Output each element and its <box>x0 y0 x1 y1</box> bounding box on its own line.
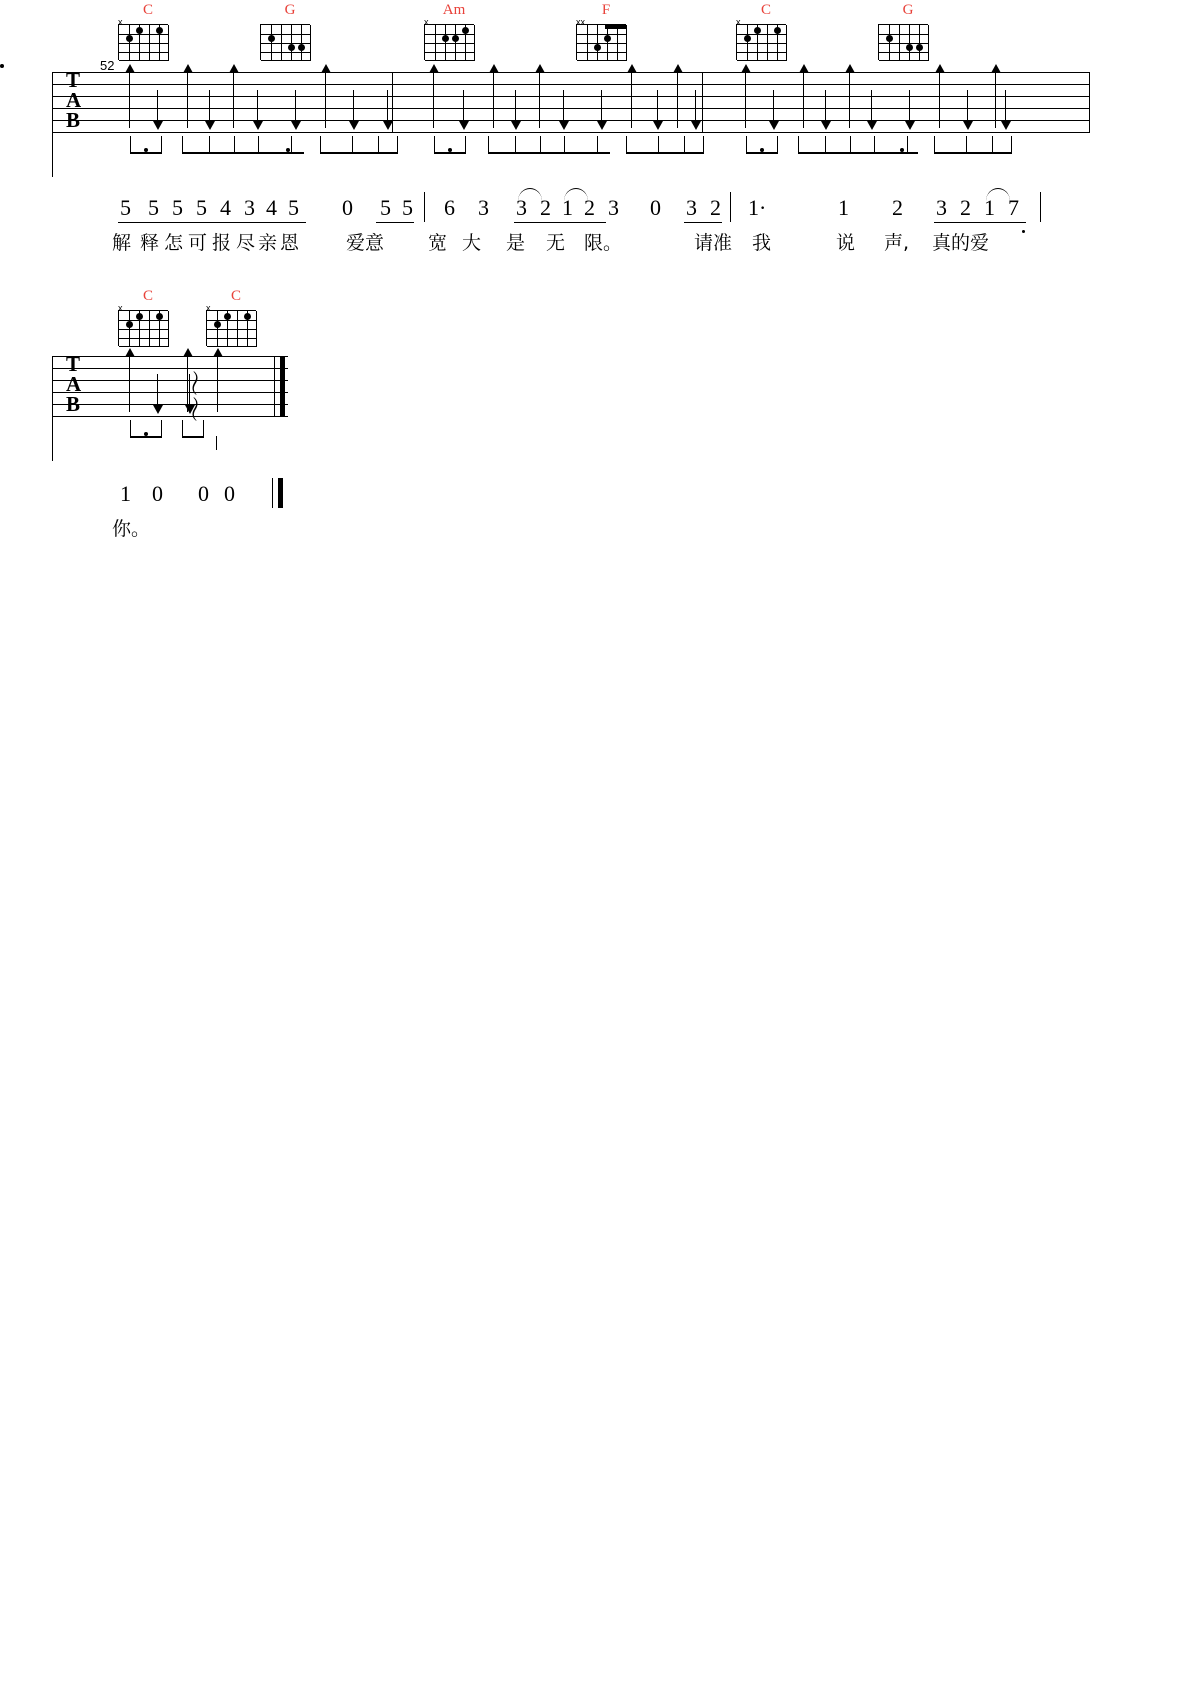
lyric-syllable: 我 <box>752 232 772 254</box>
note-number: 5 <box>148 195 159 220</box>
finger-dot <box>156 313 163 320</box>
fretboard-grid <box>576 24 626 60</box>
strum-up-arrow <box>320 64 332 86</box>
chord-diagram-c-1 <box>112 2 176 62</box>
note-number: 3 <box>244 195 255 220</box>
lyric-syllable: 释 <box>140 232 160 254</box>
tab-letter-t: T <box>66 68 81 92</box>
strum-down-arrow <box>204 90 216 130</box>
lyric-syllable: 尽 <box>236 232 256 254</box>
strum-up-arrow <box>672 64 684 86</box>
note-number: 2 <box>960 195 971 220</box>
chord-label: G <box>902 2 914 18</box>
strum-down-arrow <box>510 90 522 130</box>
chord-label: C <box>230 288 241 304</box>
finger-dot <box>224 313 231 320</box>
chord-diagram-g-1 <box>254 2 318 62</box>
strum-down-arrow <box>152 374 164 414</box>
note-number: 3 <box>516 195 527 220</box>
strum-up-arrow <box>124 348 136 370</box>
chord-diagram-row-2 <box>0 286 1200 356</box>
finger-dot <box>774 27 781 34</box>
strum-down-arrow <box>1000 90 1012 130</box>
note-number: 5 <box>172 195 183 220</box>
strum-up-arrow <box>488 64 500 86</box>
strum-up-arrow <box>934 64 946 86</box>
measure-number: 52 <box>100 58 115 73</box>
strum-down-arrow <box>152 90 164 130</box>
strum-down-arrow <box>690 90 702 130</box>
finger-dot <box>442 35 449 42</box>
lyric-syllable: 可 <box>188 232 208 254</box>
finger-dot <box>906 44 913 51</box>
melody-number-row-1 <box>0 196 1200 226</box>
finger-dot <box>744 35 751 42</box>
note-number: 0 <box>198 481 209 506</box>
finger-dot <box>136 313 143 320</box>
note-number: 0 <box>342 195 353 220</box>
chord-diagram-g-2 <box>872 2 936 62</box>
note-number: 1· <box>748 195 767 220</box>
tab-letter-a: A <box>66 88 82 112</box>
lyric-syllable: 限。 <box>584 232 623 254</box>
fretboard-grid <box>260 24 310 60</box>
strum-pattern-2 <box>0 348 400 468</box>
note-number: 5 <box>288 195 299 220</box>
strum-down-arrow <box>866 90 878 130</box>
lyric-syllable: 亲 <box>258 232 278 254</box>
chord-label: Am <box>442 2 466 18</box>
chord-label: C <box>760 2 771 18</box>
strum-up-arrow <box>626 64 638 86</box>
strum-down-arrow <box>820 90 832 130</box>
note-number: 4 <box>266 195 277 220</box>
note-number: 2 <box>584 195 595 220</box>
strum-down-arrow <box>458 90 470 130</box>
finger-dot <box>916 44 923 51</box>
chord-diagram-am <box>418 2 482 62</box>
chord-diagram-c-2 <box>730 2 794 62</box>
barline <box>1040 192 1041 222</box>
note-number: 2 <box>540 195 551 220</box>
lyric-syllable: 真的爱 <box>932 232 990 254</box>
strum-down-arrow <box>252 90 264 130</box>
strum-up-arrow <box>182 348 194 370</box>
strum-down-arrow <box>348 90 360 130</box>
fretboard-grid <box>118 310 168 346</box>
tie-mark <box>986 188 1010 201</box>
barline <box>272 478 273 508</box>
strum-up-arrow <box>798 64 810 86</box>
strum-up-arrow <box>212 348 224 370</box>
tie-mark <box>564 188 588 201</box>
fretboard-grid <box>736 24 786 60</box>
chord-diagram-c-3 <box>112 288 176 348</box>
note-number: 5 <box>402 195 413 220</box>
mute-marker: x <box>118 17 123 27</box>
note-number: 2 <box>710 195 721 220</box>
strum-down-arrow <box>558 90 570 130</box>
finger-dot <box>886 35 893 42</box>
note-number: 0 <box>152 481 163 506</box>
note-number: 3 <box>686 195 697 220</box>
note-number: 2 <box>892 195 903 220</box>
strum-up-arrow <box>844 64 856 86</box>
finger-dot <box>214 321 221 328</box>
tie-mark <box>518 188 542 201</box>
barline <box>730 192 731 222</box>
strum-pattern-1 <box>0 64 1200 184</box>
lyric-syllable: 你。 <box>112 518 151 540</box>
finger-dot <box>288 44 295 51</box>
note-number: 3 <box>608 195 619 220</box>
note-number: 5 <box>196 195 207 220</box>
lyric-syllable: 报 <box>212 232 232 254</box>
note-number: 1 <box>838 195 849 220</box>
finger-dot <box>594 44 601 51</box>
mute-marker: x <box>736 17 741 27</box>
note-number: 6 <box>444 195 455 220</box>
finger-dot <box>754 27 761 34</box>
finger-dot <box>126 321 133 328</box>
final-barline <box>278 478 283 508</box>
barline <box>424 192 425 222</box>
strum-down-arrow <box>768 90 780 130</box>
lyric-syllable: 声, <box>884 232 910 254</box>
strum-up-arrow <box>740 64 752 86</box>
mute-marker: xx <box>576 17 585 27</box>
tab-letter-a: A <box>66 372 82 396</box>
strum-up-arrow <box>428 64 440 86</box>
fretboard-grid <box>424 24 474 60</box>
chord-diagram-c-4 <box>200 288 264 348</box>
barre-bar <box>605 25 627 29</box>
note-number: 3 <box>936 195 947 220</box>
lyric-syllable: 爱意 <box>346 232 385 254</box>
finger-dot <box>244 313 251 320</box>
finger-dot <box>126 35 133 42</box>
note-number: 5 <box>380 195 391 220</box>
chord-label: G <box>284 2 296 18</box>
chord-diagram-row-1 <box>0 0 1200 70</box>
strum-up-arrow <box>228 64 240 86</box>
strum-up-arrow <box>182 64 194 86</box>
lyric-syllable: 无 <box>546 232 566 254</box>
finger-dot <box>268 35 275 42</box>
tab-letter-b: B <box>66 392 81 416</box>
lyric-syllable: 怎 <box>164 232 184 254</box>
strum-down-arrow <box>652 90 664 130</box>
chord-diagram-f <box>570 2 634 62</box>
note-number: 1 <box>120 481 131 506</box>
lyric-row-1 <box>0 232 1200 262</box>
note-number: 1 <box>984 195 995 220</box>
lyric-syllable: 请准 <box>694 232 733 254</box>
lyric-syllable: 宽 <box>428 232 448 254</box>
chord-label: C <box>142 2 153 18</box>
strum-down-arrow <box>962 90 974 130</box>
strum-down-arrow <box>904 90 916 130</box>
lyric-syllable: 是 <box>506 232 526 254</box>
note-number: 0 <box>224 481 235 506</box>
lyric-row-2 <box>0 518 1200 548</box>
lyric-syllable: 解 <box>112 232 132 254</box>
fretboard-grid <box>878 24 928 60</box>
note-number: 0 <box>650 195 661 220</box>
fretboard-grid <box>206 310 256 346</box>
note-number: 4 <box>220 195 231 220</box>
fretboard-grid <box>118 24 168 60</box>
lyric-syllable: 大 <box>462 232 482 254</box>
mute-marker: x <box>424 17 429 27</box>
strum-up-arrow <box>534 64 546 86</box>
lyric-syllable: 恩 <box>280 232 300 254</box>
chord-label: F <box>601 2 611 18</box>
finger-dot <box>136 27 143 34</box>
tab-letter-t: T <box>66 352 81 376</box>
finger-dot <box>462 27 469 34</box>
note-number: 7 <box>1008 195 1019 220</box>
finger-dot <box>604 35 611 42</box>
mute-marker: x <box>118 303 123 313</box>
strum-up-arrow <box>990 64 1002 86</box>
strum-down-arrow <box>290 90 302 130</box>
chord-label: C <box>142 288 153 304</box>
mute-marker: x <box>206 303 211 313</box>
note-number: 5 <box>120 195 131 220</box>
finger-dot <box>298 44 305 51</box>
finger-dot <box>452 35 459 42</box>
note-number: 3 <box>478 195 489 220</box>
finger-dot <box>156 27 163 34</box>
strum-down-arrow <box>382 90 394 130</box>
melody-number-row-2 <box>0 482 1200 512</box>
strum-wavy-line: 〜〜 <box>178 370 208 423</box>
note-number: 1 <box>562 195 573 220</box>
strum-down-arrow <box>596 90 608 130</box>
tab-letter-b: B <box>66 108 81 132</box>
lyric-syllable: 说 <box>836 232 856 254</box>
strum-up-arrow <box>124 64 136 86</box>
